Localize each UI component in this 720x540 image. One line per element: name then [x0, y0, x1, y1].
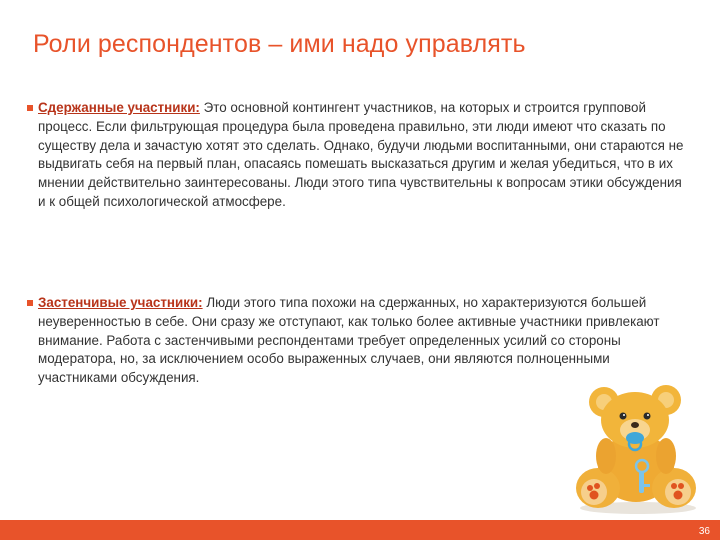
bullet-body: Это основной контингент участников, на которых и строится групповой процесс. Если фильтрующая процедура была проведена правильно, эти люди имеют что сказать по существу дела и зачастую хотят это сделать. Однако, будучи людьми воспитанными, они стараются не выдвигать себя на первый план, опасаясь помешать высказаться другим и желая убедиться, что в их мнении действительно заинтересованы. Люди этого типа чувствительны к вопросам этики обсуждения и к общей психологической атмосфере.	[38, 100, 684, 209]
bullet-square-icon	[27, 105, 33, 111]
bullet-body: Люди этого типа похожи на сдержанных, но характеризуются большей неуверенностью в себе. Они сразу же отступают, как только более активные участники привлекают внимание. Работа с застенчивыми респондентами требует определенных усилий со стороны модератора, но, за исключением особо выраженных случаев, они являются полноценными участниками обсуждения.	[38, 295, 660, 386]
term-reserved-participants: Сдержанные участники:	[38, 100, 200, 115]
page-number: 36	[698, 526, 710, 537]
bullet-item-shy	[27, 294, 692, 388]
term-shy-participants: Застенчивые участники:	[38, 295, 203, 310]
bullet-paragraph	[38, 99, 692, 212]
bullet-paragraph	[38, 294, 692, 388]
teddy-bear-icon	[566, 376, 706, 516]
footer-bar	[0, 520, 720, 540]
slide-title: Роли респондентов – ими надо управлять	[33, 30, 526, 58]
bullet-item-reserved	[27, 99, 692, 212]
bullet-square-icon	[27, 300, 33, 306]
